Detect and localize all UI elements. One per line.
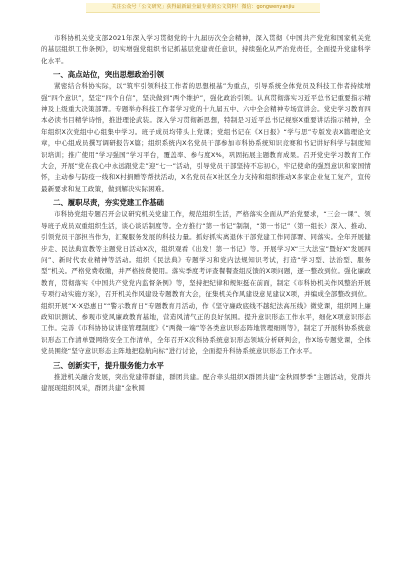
section-3-paragraph: 推进机关融合发展，突出党建带群建，群团共建。配合牵头组织X群团共建“金秋圆梦季”主题活动，党群共建展现组织风采，群团共建“金秋圆 (41, 372, 371, 392)
section-2-paragraph: 市科协党组专题召开会议研究机关党建工作，规范组织生活，严格落实全面从严治党要求，“三会一课”、领导班子成员双重组织生活，谈心谈话制度等。全方推行“第一书记”制制，“第一书记”（第一组长）深入、推动、引领党员干部担当作为，汇聚服务发展的科技力量。抓好抓实离退休干部党建工作同部署、同落实。全年开展健步走、民法典宣教等主题党日活动X次，组织观看《出发！第一书记》等。开展学习X“三大法宝”暨好X“发展四问”、新时代农业精神等活动。组织《民法典》专题学习和党内法规知识考试，打造“学习型、法治型、服务型”机关。严格党费收缴，并严格按费使用。落实季度考评查餐餐查组反馈的X项问题，逐一整改到位。强化廉政教育，贯彻落实《中国共产党党内监督条例》等，坚持把纪律和规矩挺在前面，制定《市科协机关作风整治开展专项行动实施方案》，召开机关作风建设专题教育大会，征集机关作风建设意见建议X项，并编成全部整改到位。组织开展“X·X恐惠日”“警示教育日”专题教育月活动，作《坚守廉政底线不越纪法高压线》微党课，组织网上廉政知识测试、参观市党风廉政教育基地，营造风清气正的良好氛围。提升意识形态工作水平，细化X项意识形态工作。完善《市科协协议讲座管理制度》《“两微一端”等各类意识形态阵地管理细则等》，制定了开展科协系统意识形态工作清单暨网络安全工作清单，全年召开X次科协系统意识形态领域分析研判会，作X场专题党课，全体党员围绕“坚守意识形态主阵地把稳航向标”进行讨论，全面提升科协系统意识形态工作水平。 (41, 210, 371, 356)
intro-paragraph: 市科协机关党支部2021年深入学习贯彻党的十九届历次全会精神，深入贯彻《中国共产党党和国家机关党的基层组织工作条例》，切实增强党组织书记抓基层党建责任意识，持续强化从严治党责任，全面提升党建科学化水平。 (41, 34, 371, 65)
document-body (41, 33, 371, 394)
section-heading-3: 三、创新实干，提升服务能力水平 (53, 360, 164, 370)
section-heading-1: 一、高点站位，突出思想政治引领 (53, 70, 164, 80)
header-banner[interactable]: 关注公众号「公文研究」获得最新最全最专业的公文资料！微信：gongwenyanjiu (86, 3, 320, 13)
section-heading-2: 二、履职尽责，夯实党建工作基础 (53, 198, 164, 208)
section-1-paragraph: 紧密结合科协实际，以“筑牢引领科技工作者的思想根基”为重点，引导系统全体党员及科技工作者持续增强“四个意识”，坚定“四个自信”，坚决做到“两个维护”，强化政治引领。认真贯彻落实习近平总书记重要指示精神及上级重大决策部署。专题举办科技工作者学习党的十九届五中、六中全会精神专场宣讲会。党史学习教育四本必读书目精学诗悟，推进理论武装。深入学习贯彻新思想，特制是习近平总书记视察X重要讲话指示精神，全年组织X次党组中心组集中学习。班子成员均带头上党课；党组书记在《X日报》“学与思”专版发表X篇理论文章，中心组成员撰写调研报告X篇；组织系统内X名党员干部参加市科协系统知识竞赛和书记讲好科学与制度知识培训；推广使用“学习强国”学习平台，覆盖率、参与度X%，巩固拓展主题教育成果。召开党史学习教育工作大会，开展“党在我心中永远跟党走”迎“七一”活动，引导党员干部坚持不忘初心，牢记使命的强烈意识和家国情怀，主动参与防疫一线和X村捐赠等帮扶活动，X名党员在X社区全力支持和组织推动X多家企业复工复产，宣传最新要求和复工政策，做到解决实际困难。 (41, 82, 371, 193)
